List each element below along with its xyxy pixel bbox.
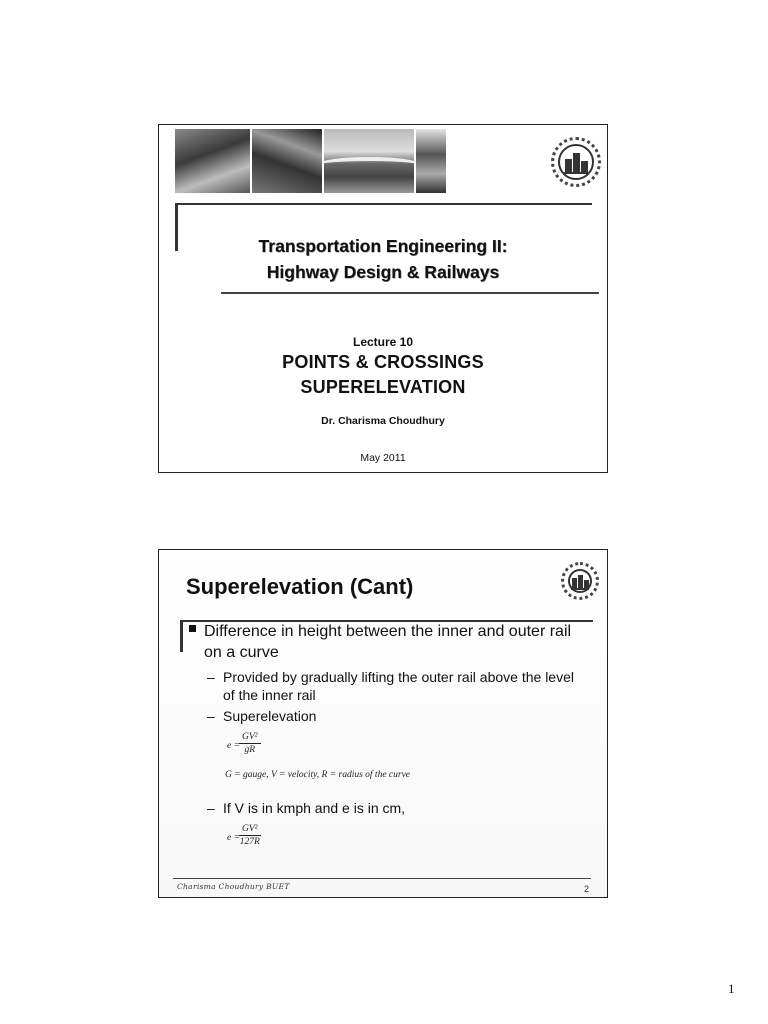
sub-bullet-item <box>207 707 587 725</box>
superelevation-formula <box>227 732 287 764</box>
lecture-subject-line-2: SUPERELEVATION <box>300 377 466 397</box>
course-title <box>159 233 607 285</box>
dash-marker: – <box>207 669 215 685</box>
title-underline-divider <box>221 292 599 294</box>
formula-numerator: GV² <box>239 824 261 836</box>
formula-definitions: G = gauge, V = velocity, R = radius of the curve <box>225 770 411 780</box>
footer-author: Charisma Choudhury BUET <box>177 882 290 891</box>
street-crowd-photo <box>175 129 250 193</box>
lecture-date: May 2011 <box>360 452 406 464</box>
sub-bullet-item <box>207 799 587 817</box>
slide-number: 2 <box>583 884 589 894</box>
flyover-traffic-photo <box>324 129 414 193</box>
traffic-officer-photo <box>416 129 446 193</box>
dash-marker: – <box>207 800 215 816</box>
sub-bullet-text: Provided by gradually lifting the outer rail above the level of the inner rail <box>223 669 574 703</box>
sub-bullet-text: Superelevation <box>223 708 317 724</box>
dash-marker: – <box>207 708 215 724</box>
bullet-item <box>189 621 589 663</box>
course-title-line-1: Transportation Engineering II: <box>258 236 508 256</box>
formula-numerator: GV² <box>239 732 261 744</box>
author-name: Dr. Charisma Choudhury <box>321 415 445 427</box>
lecture-number: Lecture 10 <box>352 335 414 349</box>
superelevation-formula-kmph <box>227 824 287 856</box>
content-slide <box>158 549 608 898</box>
course-title-line-2: Highway Design & Railways <box>266 262 500 282</box>
sub-bullet-text: If V is in kmph and e is in cm, <box>223 800 406 816</box>
slide-title: Superelevation (Cant) <box>186 574 414 599</box>
page-number: 1 <box>728 981 735 996</box>
crowded-bus-photo <box>252 129 322 193</box>
title-slide <box>158 124 608 473</box>
header-photo-strip <box>175 129 449 193</box>
formula-fraction <box>239 824 261 847</box>
footer-divider <box>173 878 591 879</box>
formula-lhs: e = <box>227 833 241 843</box>
lecture-subject-line-1: POINTS & CROSSINGS <box>282 352 484 372</box>
sub-bullet-item <box>207 668 587 704</box>
formula-lhs: e = <box>227 741 241 751</box>
formula-fraction <box>239 732 261 755</box>
university-emblem-icon <box>551 137 601 187</box>
lecture-subject <box>159 350 607 400</box>
formula-denominator: 127R <box>239 837 260 847</box>
university-emblem-icon <box>561 562 599 600</box>
formula-denominator: gR <box>244 745 256 755</box>
bullet-text: Difference in height between the inner and outer rail on a curve <box>204 623 572 661</box>
square-bullet-icon <box>189 625 196 632</box>
